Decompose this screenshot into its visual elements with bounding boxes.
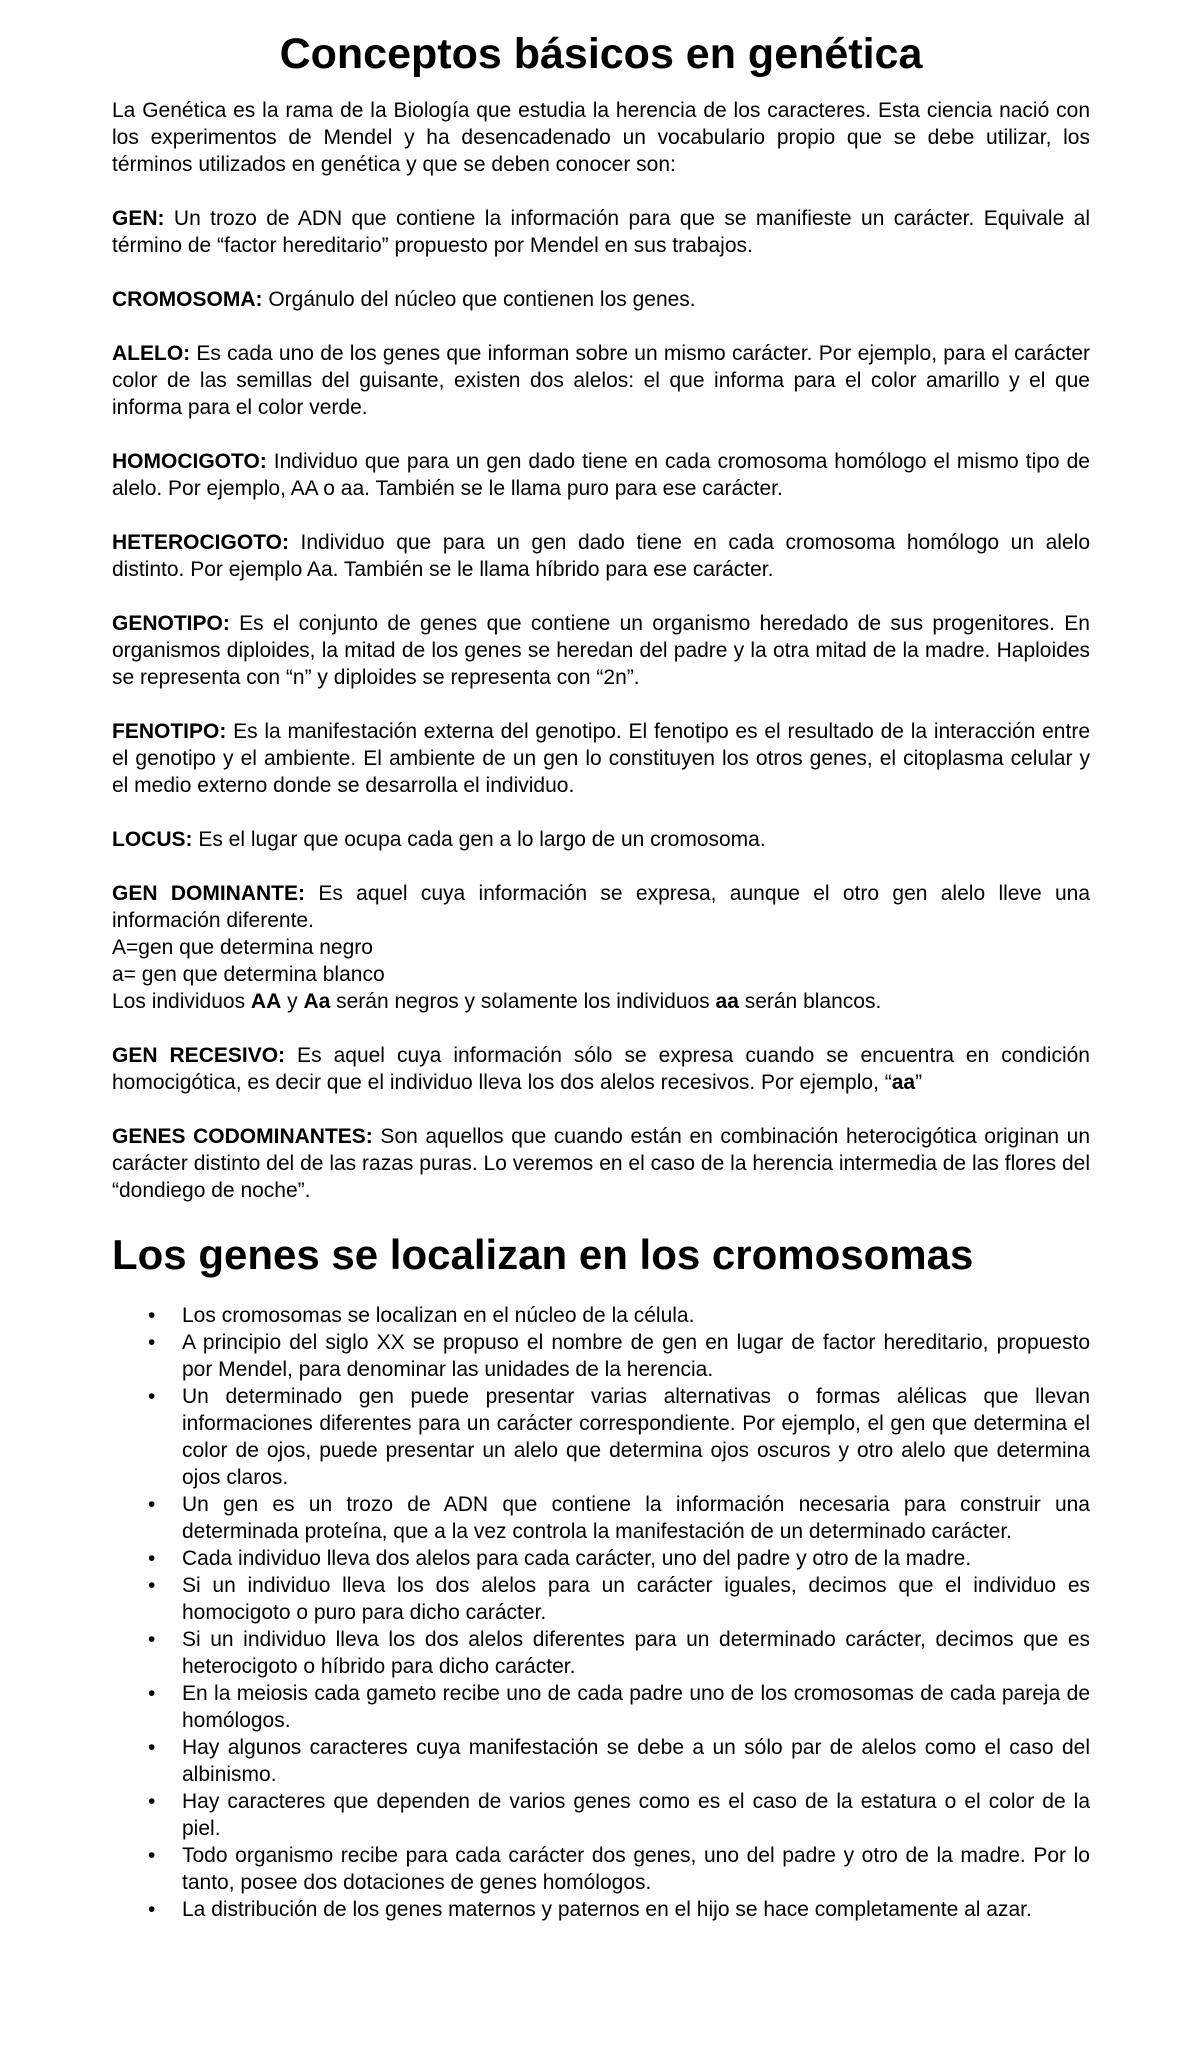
definition-locus: [112, 826, 1090, 853]
bullet-icon: •: [148, 1546, 156, 1570]
term-label: HOMOCIGOTO:: [112, 450, 267, 474]
list-item-text: Los cromosomas se localizan en el núcleo de la célula.: [182, 1303, 695, 1327]
dominante-example-line: [112, 988, 1090, 1015]
list-item: [112, 1302, 1090, 1329]
definition-text: Un trozo de ADN que contiene la información para que se manifieste un carácter. Equivale al término de “factor hereditario” propuesto por Mendel en sus trabajos.: [112, 207, 1090, 258]
section-heading: Los genes se localizan en los cromosomas: [112, 1231, 974, 1279]
list-item-text: Un determinado gen puede presentar varias alternativas o formas alélicas que llevan informaciones diferentes para un carácter correspondiente. Por ejemplo, el gen que determina el color de ojos, puede presentar un alelo que determina ojos oscuros y otro alelo que determina ojos claros.: [182, 1384, 1090, 1489]
term-label: GEN DOMINANTE:: [112, 882, 305, 906]
definition-text: Son aquellos que cuando están en combinación heterocigótica originan un carácter distinto del de las razas puras. Lo veremos en el caso de la herencia intermedia de las flores del “dondiego de noche”.: [112, 1125, 1091, 1203]
definition-gen-dominante: [112, 880, 1090, 934]
bullet-list: [112, 1302, 1090, 1923]
text-run: ”: [915, 1071, 923, 1095]
list-item-text: A principio del siglo XX se propuso el nombre de gen en lugar de factor hereditario, propuesto por Mendel, para denominar las unidades de la herencia.: [182, 1330, 1090, 1381]
list-item: [112, 1572, 1090, 1626]
definition-text: Individuo que para un gen dado tiene en cada cromosoma homólogo el mismo tipo de alelo. Por ejemplo, AA o aa. También se le llama puro para ese carácter.: [112, 450, 1090, 501]
definition-text: Es el conjunto de genes que contiene un organismo heredado de sus progenitores. En organismos diploides, la mitad de los genes se heredan del padre y la otra mitad de la madre. Haploides se representa con “n” y diploides se representa con “2n”.: [112, 612, 1090, 690]
definition-gen: [112, 205, 1090, 259]
definition-text: Es la manifestación externa del genotipo. El fenotipo es el resultado de la interacción entre el genotipo y el ambiente. El ambiente de un gen lo constituyen los otros genes, el citoplasma celular y el medio externo donde se desarrolla el individuo.: [112, 720, 1090, 798]
list-item: [112, 1734, 1090, 1788]
list-item-text: En la meiosis cada gameto recibe uno de cada padre uno de los cromosomas de cada pareja de homólogos.: [182, 1681, 1090, 1732]
list-item-text: Si un individuo lleva los dos alelos diferentes para un determinado carácter, decimos que es heterocigoto o híbrido para dicho carácter.: [182, 1627, 1090, 1678]
definition-text: Orgánulo del núcleo que contienen los genes.: [262, 288, 696, 312]
dominante-example-line: a= gen que determina blanco: [112, 963, 385, 987]
genotype-label: AA: [250, 990, 282, 1014]
bullet-icon: •: [148, 1681, 156, 1705]
definition-text: Es el lugar que ocupa cada gen a lo largo de un cromosoma.: [192, 828, 766, 852]
list-item: [112, 1896, 1090, 1923]
definition-heterocigoto: [112, 529, 1090, 583]
text-run: y: [281, 990, 304, 1014]
text-run: serán negros y solamente los individuos: [330, 990, 716, 1014]
definition-text: Es aquel cuya información sólo se expresa cuando se encuentra en condición homocigótica, es decir que el individuo lleva los dos alelos recesivos. Por ejemplo, “: [112, 1044, 1090, 1095]
genotype-label: aa: [891, 1071, 916, 1095]
bullet-icon: •: [148, 1330, 156, 1354]
list-item-text: Hay caracteres que dependen de varios genes como es el caso de la estatura o el color de la piel.: [182, 1789, 1090, 1840]
dominante-example-line: A=gen que determina negro: [112, 936, 373, 960]
list-item: [112, 1680, 1090, 1734]
text-run: Los individuos: [112, 990, 251, 1014]
list-item-text: Si un individuo lleva los dos alelos para un carácter iguales, decimos que el individuo es homocigoto o puro para dicho carácter.: [182, 1573, 1090, 1624]
bullet-icon: •: [148, 1735, 156, 1759]
term-label: GENES CODOMINANTES:: [112, 1125, 373, 1149]
list-item: [112, 1545, 1090, 1572]
definition-genotipo: [112, 610, 1090, 691]
term-label: CROMOSOMA:: [112, 288, 263, 312]
list-item: [112, 1383, 1090, 1491]
term-label: LOCUS:: [112, 828, 193, 852]
list-item: [112, 1842, 1090, 1896]
list-item: [112, 1788, 1090, 1842]
bullet-icon: •: [148, 1573, 156, 1597]
term-label: FENOTIPO:: [112, 720, 227, 744]
term-label: HETEROCIGOTO:: [112, 531, 289, 555]
definition-text: Individuo que para un gen dado tiene en cada cromosoma homólogo un alelo distinto. Por ejemplo Aa. También se le llama híbrido para ese carácter.: [112, 531, 1090, 582]
bullet-icon: •: [148, 1627, 156, 1651]
genotype-label: Aa: [303, 990, 331, 1014]
term-label: GEN RECESIVO:: [112, 1044, 286, 1068]
definition-genes-codominantes: [112, 1123, 1090, 1204]
definition-text: Es aquel cuya información se expresa, aunque el otro gen alelo lleve una información diferente.: [112, 882, 1091, 933]
term-label: GENOTIPO:: [112, 612, 230, 636]
list-item: [112, 1329, 1090, 1383]
definition-text: Es cada uno de los genes que informan sobre un mismo carácter. Por ejemplo, para el carácter color de las semillas del guisante, existen dos alelos: el que informa para el color amarillo y el que informa para el color verde.: [112, 342, 1090, 420]
bullet-icon: •: [148, 1303, 156, 1327]
page-title: Conceptos básicos en genética: [279, 30, 923, 78]
list-item: [112, 1626, 1090, 1680]
genotype-label: aa: [715, 990, 739, 1014]
bullet-icon: •: [148, 1492, 156, 1516]
definition-fenotipo: [112, 718, 1090, 799]
bullet-icon: •: [148, 1843, 156, 1867]
intro-paragraph: La Genética es la rama de la Biología que estudia la herencia de los caracteres. Esta ciencia nació con los experimentos de Mendel y ha desencadenado un vocabulario propio que se debe utilizar, los términos utilizados en genética y que se deben conocer son:: [112, 99, 1090, 177]
term-label: GEN:: [112, 207, 165, 231]
definition-cromosoma: [112, 286, 1090, 313]
text-run: serán blancos.: [738, 990, 882, 1014]
bullet-icon: •: [148, 1384, 156, 1408]
term-label: ALELO:: [112, 342, 191, 366]
list-item-text: Un gen es un trozo de ADN que contiene la información necesaria para construir una determinada proteína, que a la vez controla la manifestación de un determinado carácter.: [182, 1492, 1090, 1543]
definition-homocigoto: [112, 448, 1090, 502]
bullet-icon: •: [148, 1897, 156, 1921]
definition-gen-recesivo: [112, 1042, 1090, 1096]
list-item: [112, 1491, 1090, 1545]
list-item-text: Todo organismo recibe para cada carácter dos genes, uno del padre y otro de la madre. Por lo tanto, posee dos dotaciones de genes homólogos.: [182, 1843, 1090, 1894]
bullet-icon: •: [148, 1789, 156, 1813]
list-item-text: La distribución de los genes maternos y paternos en el hijo se hace completamente al azar.: [182, 1897, 1032, 1921]
definition-alelo: [112, 340, 1090, 421]
list-item-text: Cada individuo lleva dos alelos para cada carácter, uno del padre y otro de la madre.: [182, 1546, 972, 1570]
list-item-text: Hay algunos caracteres cuya manifestación se debe a un sólo par de alelos como el caso del albinismo.: [182, 1735, 1090, 1786]
